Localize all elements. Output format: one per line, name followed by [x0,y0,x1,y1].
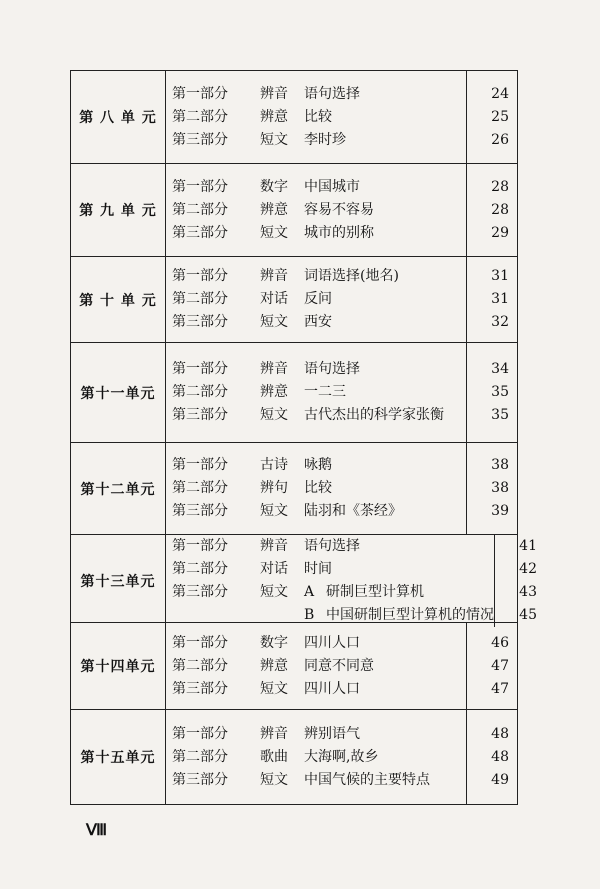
unit-pages [495,535,545,627]
entry-page: 48 [491,748,509,765]
entry-title: 四川人口 [304,680,360,697]
entry-page: 35 [491,407,509,423]
toc-entry[interactable] [166,106,466,129]
entry-page: 31 [491,291,509,307]
entry-title: 中国研制巨型计算机的情况 [326,607,494,623]
toc-entry[interactable] [166,477,466,500]
entry-part: 第三部分 [172,224,228,241]
unit-parts [166,443,467,534]
entry-part: 第一部分 [172,178,228,195]
entry-page: 38 [491,457,509,473]
entry-part: 第二部分 [172,201,228,218]
entry-title: 四川人口 [304,634,360,651]
entry-part: 第一部分 [172,457,228,473]
entry-page: 26 [491,131,509,148]
entry-title: 西安 [304,314,332,330]
entry-type: 短文 [260,224,288,241]
entry-part: 第三部分 [172,503,228,519]
entry-title: 同意不同意 [304,657,374,674]
toc-entry[interactable] [166,358,466,381]
entry-type: 短文 [260,584,288,600]
entry-page: 34 [491,361,509,377]
entry-type: 短文 [260,771,288,788]
unit-name: 第 八 单 元 [71,71,166,163]
unit-section [71,710,517,805]
entry-page: 39 [491,503,509,519]
toc-entry[interactable] [166,311,466,334]
entry-page: 42 [519,561,537,577]
entry-type: 辨意 [260,384,288,400]
entry-type: 辨句 [260,480,288,496]
toc-entry[interactable] [166,129,466,152]
entry-title: 比较 [304,480,332,496]
toc-entry[interactable] [166,632,466,655]
unit-parts [166,164,467,256]
unit-pages [467,164,517,256]
toc-entry[interactable] [166,500,466,523]
entry-type: 辨音 [260,361,288,377]
unit-section [71,71,517,164]
entry-title: 反问 [304,291,332,307]
entry-page: 47 [491,680,509,697]
toc-entry[interactable] [166,723,466,746]
entry-part: 第一部分 [172,725,228,742]
unit-parts [166,343,467,442]
entry-letter: B [304,607,315,623]
entry-type: 短文 [260,680,288,697]
toc-entry[interactable] [166,678,466,701]
entry-type: 对话 [260,291,288,307]
entry-title: 一二三 [304,384,346,400]
toc-entry[interactable] [166,265,466,288]
toc-entry[interactable] [166,746,466,769]
toc-entry[interactable] [166,199,466,222]
entry-page: 35 [491,384,509,400]
unit-pages [467,623,517,709]
entry-part: 第三部分 [172,584,228,600]
toc-entry[interactable] [166,404,466,427]
unit-parts [166,623,467,709]
entry-type: 辨音 [260,85,288,102]
entry-part: 第二部分 [172,561,228,577]
unit-name: 第十二单元 [71,443,166,534]
entry-type: 短文 [260,503,288,519]
entry-part: 第三部分 [172,771,228,788]
toc-entry[interactable] [166,176,466,199]
entry-part: 第一部分 [172,268,228,284]
entry-page: 28 [491,201,509,218]
entry-title: 时间 [304,561,332,577]
entry-page: 29 [491,224,509,241]
entry-page: 25 [491,108,509,125]
entry-title: 比较 [304,108,332,125]
entry-title: 咏鹅 [304,457,332,473]
entry-part: 第二部分 [172,384,228,400]
entry-part: 第一部分 [172,634,228,651]
unit-parts [166,710,467,804]
entry-page: 38 [491,480,509,496]
entry-page: 47 [491,657,509,674]
entry-type: 辨意 [260,201,288,218]
entry-page: 43 [519,584,537,600]
entry-title: 李时珍 [304,131,346,148]
toc-entry[interactable] [166,454,466,477]
entry-page: 31 [491,268,509,284]
entry-type: 短文 [260,407,288,423]
unit-name: 第十一单元 [71,343,166,442]
unit-pages [467,343,517,442]
entry-title: 辨别语气 [304,725,360,742]
unit-name: 第 九 单 元 [71,164,166,256]
entry-type: 数字 [260,178,288,195]
entry-part: 第一部分 [172,361,228,377]
unit-section [71,164,517,257]
unit-section [71,257,517,343]
entry-type: 歌曲 [260,748,288,765]
entry-part: 第二部分 [172,748,228,765]
entry-part: 第三部分 [172,314,228,330]
entry-type: 辨音 [260,268,288,284]
entry-title: 城市的别称 [304,224,374,241]
entry-part: 第二部分 [172,108,228,125]
entry-title: 语句选择 [304,538,360,554]
entry-title: 中国城市 [304,178,360,195]
entry-part: 第一部分 [172,538,228,554]
unit-name: 第 十 单 元 [71,257,166,342]
unit-section [71,443,517,535]
entry-part: 第三部分 [172,131,228,148]
unit-pages [467,71,517,163]
entry-type: 短文 [260,314,288,330]
entry-title: 大海啊,故乡 [304,748,379,765]
entry-part: 第二部分 [172,657,228,674]
unit-pages [467,710,517,804]
entry-part: 第二部分 [172,291,228,307]
entry-page: 28 [491,178,509,195]
toc-entry[interactable] [166,535,494,558]
toc-entry[interactable] [166,288,466,311]
entry-page: 46 [491,634,509,651]
entry-type: 短文 [260,131,288,148]
toc-entry[interactable] [166,655,466,678]
entry-type: 辨意 [260,657,288,674]
page-number: Ⅷ [86,822,108,839]
entry-page: 48 [491,725,509,742]
entry-title: 容易不容易 [304,201,374,218]
unit-section [71,343,517,443]
entry-title: 中国气候的主要特点 [304,771,430,788]
unit-name: 第十三单元 [71,535,166,627]
entry-part: 第三部分 [172,407,228,423]
entry-page: 41 [519,538,537,554]
entry-title: 语句选择 [304,85,360,102]
entry-page: 32 [491,314,509,330]
entry-type: 辨音 [260,538,288,554]
toc-entry[interactable] [166,769,466,792]
toc-entry[interactable] [166,222,466,245]
unit-name: 第十四单元 [71,623,166,709]
entry-letter: A [304,584,315,600]
entry-page: 45 [519,607,537,623]
entry-part: 第三部分 [172,680,228,697]
entry-title: 研制巨型计算机 [326,584,424,600]
unit-parts [166,71,467,163]
unit-name: 第十五单元 [71,710,166,804]
unit-parts [166,257,467,342]
entry-type: 辨音 [260,725,288,742]
unit-parts [166,535,495,627]
table-of-contents [70,70,537,805]
entry-title: 古代杰出的科学家张衡 [304,407,444,423]
toc-entry[interactable] [166,581,494,604]
unit-section [71,623,517,710]
entry-title: 语句选择 [304,361,360,377]
toc-entry[interactable] [166,558,494,581]
entry-page: 49 [491,771,509,788]
entry-part: 第一部分 [172,85,228,102]
entry-title: 陆羽和《茶经》 [304,503,402,519]
entry-type: 数字 [260,634,288,651]
entry-title: 词语选择(地名) [304,268,399,284]
entry-part: 第二部分 [172,480,228,496]
entry-type: 对话 [260,561,288,577]
toc-entry[interactable] [166,83,466,106]
toc-entry[interactable] [166,381,466,404]
unit-section [71,535,537,623]
entry-page: 24 [491,85,509,102]
entry-type: 辨意 [260,108,288,125]
unit-pages [467,257,517,342]
unit-pages [467,443,517,534]
entry-type: 古诗 [260,457,288,473]
